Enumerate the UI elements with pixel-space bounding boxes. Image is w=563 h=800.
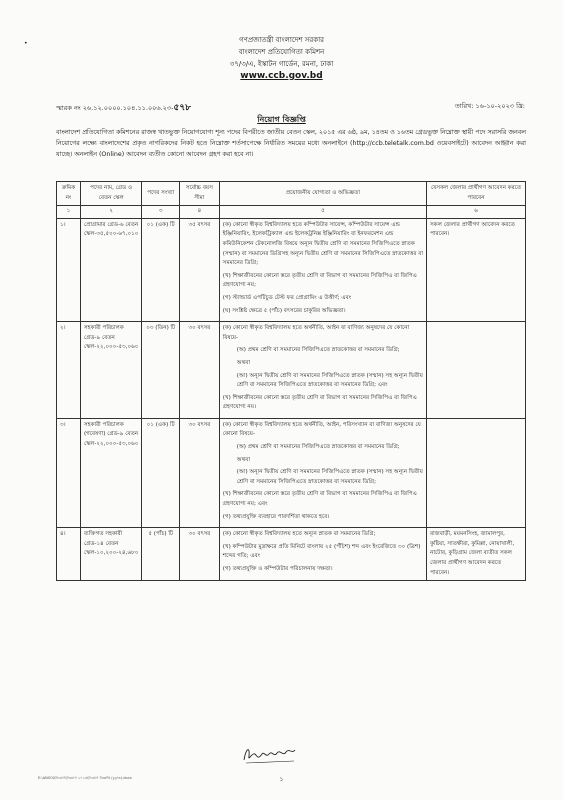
qualification-item: (ক) কোনো স্বীকৃত বিশ্ববিদ্যালয় হতে অর্থনীতি, আইন, পরিসংখ্যান বা বাণিজ্য অনুষদের যে কোনো বিষয়ে- — [222, 421, 421, 438]
header-age: সর্বোচ্চ বয়স সীমা — [180, 182, 220, 206]
qualification-item: (খ) কম্পিউটার মুদ্রাক্ষরে প্রতি মিনিটে বাংলায় ২৫ (পঁচিশ) শব্দ এবং ইংরেজিতে ৩০ (ত্রিশ) শব্দের গতি; এবং — [222, 543, 421, 560]
qualification-item: (অ) প্রথম শ্রেণি বা সমমানের সিজিপিএতে স্নাতকোত্তর বা সমমানের ডিগ্রি; — [236, 444, 400, 451]
signature-image — [240, 742, 300, 768]
count-cell: ০১ (এক) টি — [142, 418, 180, 527]
col-number: ১ — [57, 206, 81, 219]
issue-date: তারিখ: ১৬-১০-২০২৩ খ্রি: — [454, 102, 525, 110]
table-row — [57, 528, 526, 581]
col-number: ৩ — [142, 206, 180, 219]
memo-prefix: স্মারক নং ২৬.১২.০০০০.১০৪.১১.০০৬.২৩- — [56, 104, 174, 112]
gov-header-line2: বাংলাদেশ প্রতিযোগিতা কমিশন — [238, 48, 325, 56]
serial-cell: ২। — [57, 322, 81, 419]
handwritten-memo-no: ৫৭৮ — [173, 103, 192, 113]
qualification-item: (গ) তথ্যপ্রযুক্তি ব্যবহারে পারদর্শিতা থাকতে হবে। — [222, 513, 330, 520]
districts-cell — [427, 418, 526, 527]
vacancy-table — [56, 181, 526, 581]
count-cell: ০১ (এক) টি — [142, 218, 180, 321]
districts-cell — [427, 322, 526, 419]
website-link[interactable]: www.ccb.gov.bd — [240, 71, 323, 81]
post-cell: সহকারী পরিচালক গ্রেড-৯ বেতন স্কেল-২২,০০০-৫৩,০৬০ — [80, 322, 141, 419]
age-cell: ৩৫ বৎসর — [180, 218, 220, 321]
districts-cell: সকল জেলার প্রার্থীগণ আবেদন করতে পারবেন। — [427, 218, 526, 321]
qualification-item: অথবা — [236, 456, 250, 463]
col-number: ৪ — [180, 206, 220, 219]
count-cell: ৫ (পাঁচ) টি — [142, 528, 180, 581]
qualification-item: (গ) তথ্যপ্রযুক্তি ও কম্পিউটার পরিচালনায় দক্ষতা। — [222, 566, 333, 572]
serial-cell: ১। — [57, 218, 81, 321]
qualification-item: (অ) প্রথম শ্রেণি বা সমমানের সিজিপিএতে স্নাতকোত্তর বা সমমানের ডিগ্রি; — [236, 347, 400, 354]
qualification-item: (খ) শিক্ষাজীবনের কোনো স্তরে তৃতীয় শ্রেণি বা বিভাগ বা সমমানের সিজিপিএ বা জিপিএ গ্রহণযোগ্য নয়। — [222, 394, 417, 411]
count-cell: ০৩ (তিন) টি — [142, 322, 180, 419]
serial-cell: ৪। — [57, 528, 81, 581]
qualification-cell — [219, 528, 426, 581]
table-row — [57, 218, 526, 321]
age-cell: ৩০ বৎসর — [180, 418, 220, 527]
qualification-cell — [219, 218, 426, 321]
table-header-row — [57, 182, 526, 206]
qualification-item: (গ) স্ট্যান্ডার্ড এপটিচুড টেস্ট ফর প্রোগ্রামিং এ উত্তীর্ণ; এবং — [222, 294, 352, 301]
districts-cell: রাজবাড়ী, ময়মনসিংহ, জামালপুর, কুষ্টিয়া, সাতক্ষীরা, কুমিল্লা, নোয়াখালী, নাটোর, কুড়িগ্রাম জেলা ব্যতীত সকল জেলার প্রার্থীগণ আবেদন করতে পারবেন। — [427, 528, 526, 581]
notice-title: নিয়োগ বিজ্ঞপ্তি — [257, 115, 306, 124]
col-number: ৫ — [219, 206, 426, 219]
age-cell: ৩০ বৎসর — [180, 528, 220, 581]
qualification-item: অথবা — [236, 359, 250, 366]
qualification-item: (ঘ) সংশ্লিষ্ট ক্ষেত্রে ৫ (পাঁচ) বৎসরের চাকুরির অভিজ্ঞতা। — [222, 307, 346, 314]
post-cell: প্রোগ্রামার গ্রেড-৬ বেতন স্কেল-৩৫,৫০০-৬৭,০১০ — [80, 218, 141, 321]
table-row — [57, 418, 526, 527]
gov-header-line3: ৩৭/৩/এ, ইস্কাটন গার্ডেন, রমনা, ঢাকা — [229, 60, 334, 68]
post-cell: ব্যক্তিগত সহকারী গ্রেড-১৪ বেতন স্কেল-১০,২০০-২৪,৬৮০ — [80, 528, 141, 581]
header-serial: ক্রমিক নং — [57, 182, 81, 206]
qualification-cell — [219, 418, 426, 527]
col-number: ৬ — [427, 206, 526, 219]
header-districts: যেসকল জেলার প্রার্থীগণ আবেদন করতে পারবেন — [427, 182, 526, 206]
notice-intro: বাংলাদেশ প্রতিযোগিতা কমিশনের রাজস্ব খাতভুক্ত নিয়োগযোগ্য শূন্য পদের বিপরীতে জাতীয় বেতন স্কেল, ২০১৫ এর ৬ষ্ঠ, ৯ম, ১৪তম ও ১৬তম গ্রেডভুক্ত নিম্নোক্ত স্থায়ী পদে সরাসরি জনবল নিয়োগের লক্ষ্যে বাংলাদেশের প্রকৃত নাগরিকদের নিকট হতে নিম্নোক্ত শর্তসাপেক্ষে নির্ধারিত সময়ের মধ্যে অনলাইনে (http://ccb.teletalk.com.bd ওয়েবসাইটে) আবেদন আহ্বান করা যাচ্ছে। অনলাইন (Online) আবেদন ব্যতীত কোনো আবেদন গ্রহণ করা হবে না। — [56, 129, 526, 158]
qualification-cell — [219, 322, 426, 419]
column-number-row — [57, 206, 526, 219]
qualification-item: (আ) অন্যূন দ্বিতীয় শ্রেণি বা সমমানের সিজিপিএতে স্নাতক (সম্মান) সহ অন্যূন দ্বিতীয় শ্রেণি বা সমমানের সিজিপিএতে স্নাতকোত্তর বা সমমানের ডিগ্রি; এবং — [236, 372, 423, 389]
qualification-item: (ক) কোনো স্বীকৃত বিশ্ববিদ্যালয় হতে অর্থনীতি, আইন বা বাণিজ্য অনুষদের যে কোনো বিষয়ে- — [222, 325, 410, 341]
qualification-item: (খ) শিক্ষাজীবনের কোনো স্তরে তৃতীয় শ্রেণি বা বিভাগ বা সমমানের সিজিপিএ বা জিপিএ গ্রহণযোগ্য নয়; এবং — [222, 491, 417, 508]
qualification-item: (ক) কোনো স্বীকৃত বিশ্ববিদ্যালয় হতে কম্পিউটার সায়েন্স, কম্পিউটার সায়েন্স এন্ড ইঞ্জিনিয়ারিং, ইলেকট্রিক্যাল এন্ড ইলেকট্রনিক্স ইঞ্জিনিয়ারিং বা ইনফরমেশন এন্ড কমিউনিকেশন টেকনোলজি বিষয়ে অন্যূন দ্বিতীয় শ্রেণি বা সমমানের সিজিপিএতে স্নাতক (সম্মান) বা সমমানের ডিগ্রিসহ অন্যূন দ্বিতীয় শ্রেণি বা সমমানের সিজিপিএতে স্নাতকোত্তর বা সমমানের ডিগ্রি; — [222, 221, 423, 267]
margin-mark: • — [24, 40, 28, 47]
qualification-item: (ক) কোনো স্বীকৃত বিশ্ববিদ্যালয় হতে অন্যূন স্নাতক বা সমমানের ডিগ্রি; — [222, 531, 376, 538]
serial-cell: ৩। — [57, 418, 81, 527]
file-path-footer: E:\ANSOI\নিয়োগ\নিয়োগ ২০২৩\নিয়োগ বিজ্ঞপ্তি (চূড়ান্ত).docx — [38, 776, 132, 780]
col-number: ২ — [80, 206, 141, 219]
header-post: পদের নাম, গ্রেড ও বেতন স্কেল — [80, 182, 141, 206]
qualification-item: (আ) অন্যূন দ্বিতীয় শ্রেণি বা সমমানের সিজিপিএতে স্নাতক (সম্মান) সহ অন্যূন দ্বিতীয় শ্রেণি বা সমমানের সিজিপিএতে স্নাতকোত্তর বা সমমানের ডিগ্রি; — [236, 469, 423, 485]
header-qualification: প্রয়োজনীয় যোগ্যতা ও অভিজ্ঞতা — [219, 182, 426, 206]
qualification-item: (খ) শিক্ষাজীবনের কোনো স্তরে তৃতীয় শ্রেণি বা বিভাগ বা সমমানের সিজিপিএ বা জিপিএ গ্রহণযোগ্য নয়; — [222, 272, 417, 289]
table-row — [57, 322, 526, 419]
age-cell: ৩০ বৎসর — [180, 322, 220, 419]
memo-number — [56, 100, 191, 115]
gov-header-line1: গণপ্রজাতন্ত্রী বাংলাদেশ সরকার — [239, 36, 324, 44]
post-cell: সহকারী পরিচালক (গবেষণা) গ্রেড-৯ বেতন স্কেল-২২,০০০-৫৩,০৬০ — [80, 418, 141, 527]
page-number: ১ — [279, 776, 284, 783]
header-count: পদের সংখ্যা — [142, 182, 180, 206]
